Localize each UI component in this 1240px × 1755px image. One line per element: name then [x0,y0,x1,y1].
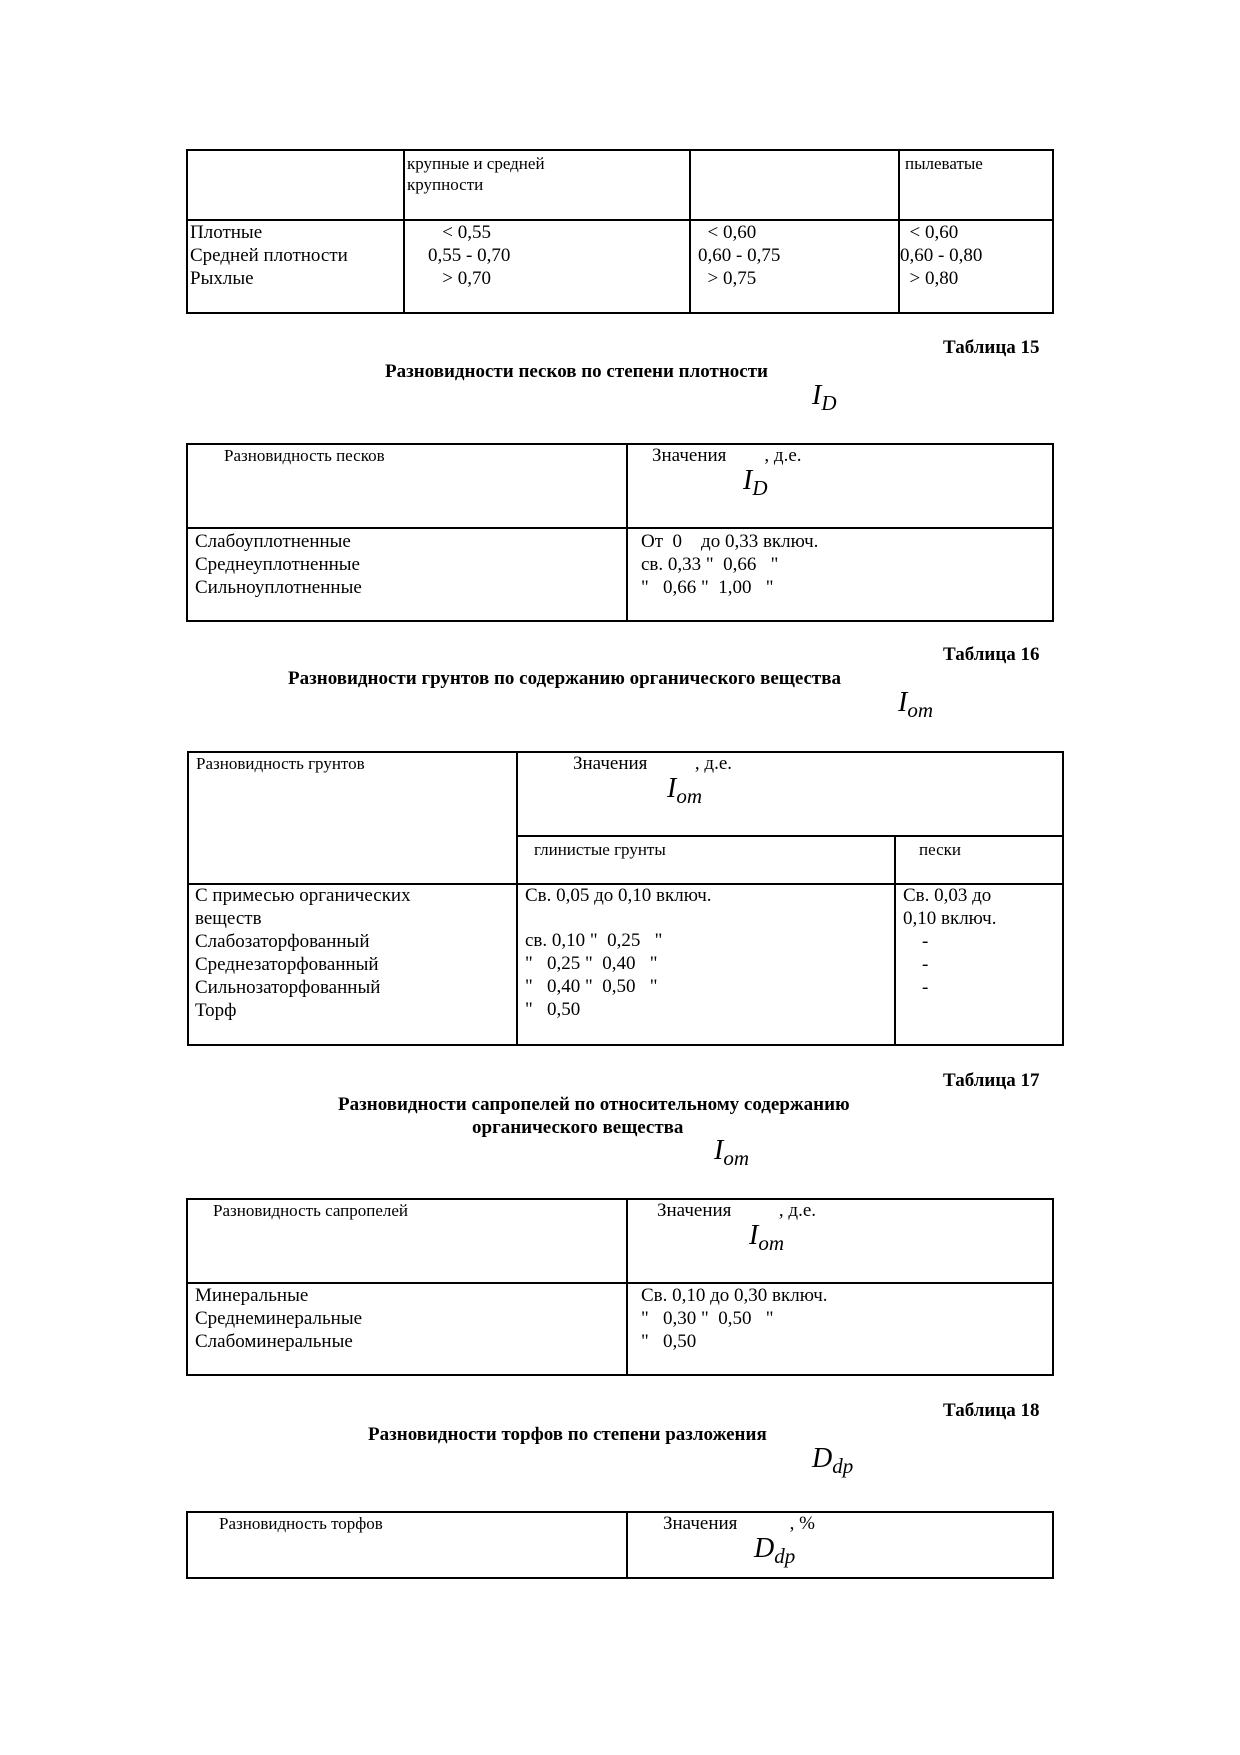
table-title-line-2: органического вещества [472,1117,684,1138]
variety-list: С примесью органических веществ Слабозаторфованный Среднезаторфованный Сильнозаторфованный Торф [195,885,411,1021]
symbol-ddp: $D_{dp}$ [754,1533,796,1568]
table-title-line-1: Разновидности сапропелей по относительному содержанию [338,1094,850,1115]
table-title: Разновидности грунтов по содержанию органического вещества [288,668,842,689]
table-label: Таблица 18 [943,1400,1040,1421]
subheader-sand: пески [919,840,961,859]
table-label: Таблица 17 [943,1070,1040,1091]
values-list: От 0 до 0,33 включ. св. 0,33 " 0,66 " " 0,66 " 1,00 " [641,531,819,598]
values-fine: < 0,60 0,60 - 0,75 > 0,75 [698,222,781,289]
variety-list: Слабоуплотненные Среднеуплотненные Сильноуплотненные [195,531,362,598]
symbol-ddp: $D_{dp}$ [812,1443,854,1478]
header-values: Значения , д.е. [573,753,733,774]
symbol-id: $I_D$ [743,465,768,500]
header-values: Значения , д.е. [657,1200,817,1221]
density-names: Плотные Средней плотности Рыхлые [190,222,348,289]
symbol-iom: $I_{om}$ [714,1135,749,1170]
values-list: Св. 0,10 до 0,30 включ. " 0,30 " 0,50 " " 0,50 [641,1285,828,1352]
header-variety: Разновидность торфов [219,1514,383,1533]
symbol-iom: $I_{om}$ [749,1220,784,1255]
table-title: Разновидности песков по степени плотности [385,361,768,382]
values-silty: < 0,60 0,60 - 0,80 > 0,80 [900,222,983,289]
table-title: Разновидности торфов по степени разложения [368,1424,767,1445]
header-variety: Разновидность сапропелей [213,1201,409,1220]
sand-values: Св. 0,03 до 0,10 включ. - - - [903,885,997,998]
symbol-iom: $I_{om}$ [667,773,702,808]
subheader-clay: глинистые грунты [534,840,666,859]
header-sand-silty: пылеватые [905,154,983,173]
header-values: Значения , д.е. [652,445,802,466]
table-label: Таблица 15 [943,337,1040,358]
clay-first-value: Св. 0,05 до 0,10 включ. [525,885,712,906]
header-variety: Разновидность песков [224,446,385,465]
header-variety: Разновидность грунтов [196,754,365,773]
header-sand-coarse: крупные и средней крупности [407,154,545,194]
clay-values: св. 0,10 " 0,25 " " 0,25 " 0,40 " " 0,40 " 0,50 " " 0,50 [525,930,663,1020]
values-coarse: < 0,55 0,55 - 0,70 > 0,70 [428,222,511,289]
table-label: Таблица 16 [943,644,1040,665]
symbol-id: $I_D$ [812,380,837,415]
symbol-iom: $I_{om}$ [898,687,933,722]
variety-list: Минеральные Среднеминеральные Слабоминеральные [195,1285,363,1352]
header-values: Значения , % [663,1513,815,1534]
